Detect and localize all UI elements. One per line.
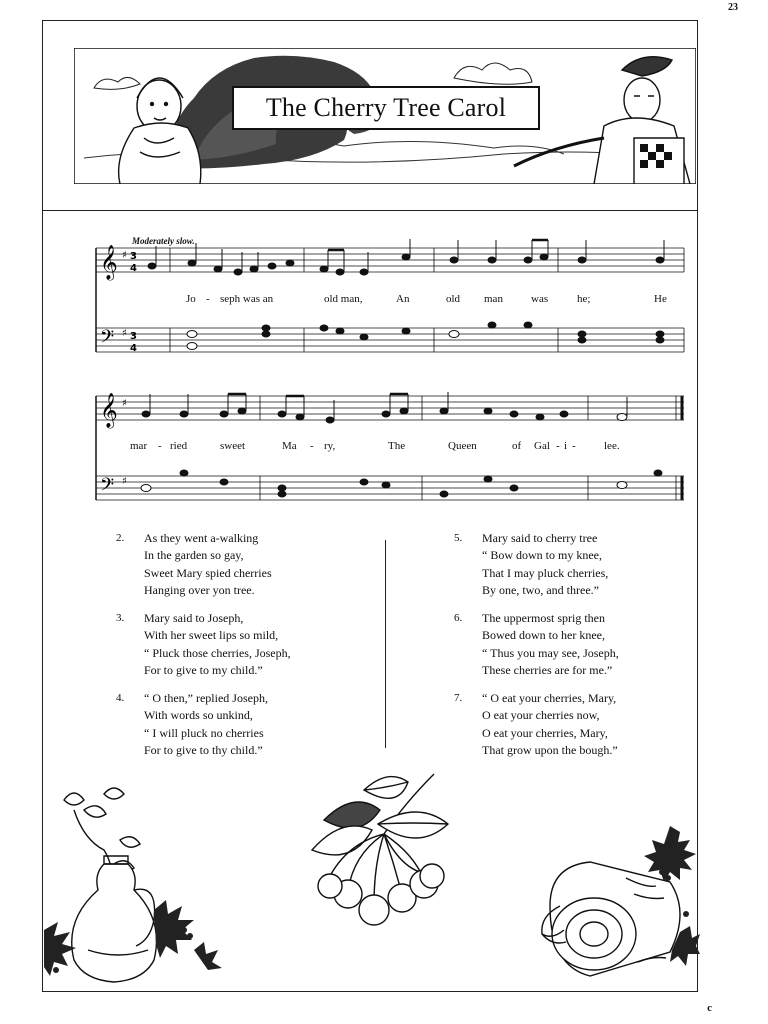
lyric-syllable: He — [654, 293, 667, 305]
verse-line: With her sweet lips so mild, — [144, 628, 279, 643]
verse-line: O eat your cherries, Mary, — [482, 725, 608, 740]
verse-line: Mary said to cherry tree — [482, 531, 598, 545]
svg-text:4: 4 — [130, 263, 137, 274]
verse-line: In the garden so gay, — [144, 548, 244, 563]
yule-log-holly-illustration — [530, 822, 700, 984]
svg-text:♯: ♯ — [122, 250, 127, 261]
lyric-syllable: ry, — [324, 440, 336, 452]
svg-text:4: 4 — [130, 343, 137, 354]
svg-text:3: 3 — [130, 331, 137, 342]
verse-line: By one, two, and three.” — [482, 583, 599, 598]
svg-text:♯: ♯ — [122, 398, 127, 409]
lyric-syllable: - — [556, 440, 560, 452]
verse-number: 6. — [454, 612, 463, 624]
page-title: The Cherry Tree Carol — [265, 93, 507, 122]
verse-line: That I may pluck cherries, — [482, 565, 609, 580]
verse-line: “ Pluck those cherries, Joseph, — [144, 645, 291, 660]
page-number: 23 — [728, 2, 738, 13]
svg-text:3: 3 — [130, 251, 137, 262]
title-box — [232, 86, 540, 130]
verse-line: “ I will pluck no cherries — [144, 725, 264, 740]
lyric-syllable: sweet — [220, 440, 246, 452]
lyric-syllable: he; — [577, 293, 591, 305]
verse-line: With words so unkind, — [144, 708, 253, 723]
verse-line: Mary said to Joseph, — [144, 611, 244, 625]
lyric-syllable: lee. — [604, 440, 620, 452]
verse-line: These cherries are for me.” — [482, 663, 613, 678]
lyrics-line-2 — [88, 440, 686, 456]
lyric-syllable: of — [512, 440, 522, 452]
lyric-syllable: old — [446, 293, 461, 305]
verse-number: 4. — [116, 692, 125, 704]
verse-number: 3. — [116, 612, 125, 624]
lyric-syllable: Jo — [186, 293, 196, 305]
lyric-syllable: mar — [130, 440, 148, 452]
lyric-syllable: i — [564, 440, 568, 452]
lyric-syllable: man — [484, 293, 503, 305]
verse-line: For to give to my child.” — [144, 663, 263, 678]
lyric-syllable: The — [388, 440, 406, 452]
music-system-2 — [88, 384, 686, 514]
signature-mark: c — [707, 1002, 712, 1014]
verse-line: For to give to thy child.” — [144, 743, 263, 758]
column-divider — [385, 540, 386, 748]
verse-line: As they went a-walking — [144, 531, 259, 545]
lyric-syllable: - — [310, 440, 314, 452]
cherries-illustration — [308, 770, 468, 940]
header-divider — [42, 210, 698, 211]
lyric-syllable: ried — [170, 440, 188, 452]
jug-holly-illustration — [44, 780, 224, 988]
treble-clef: 𝄞 — [100, 245, 118, 280]
svg-text:𝄞: 𝄞 — [100, 393, 118, 428]
verse-line: Bowed down to her knee, — [482, 628, 605, 643]
header-banner — [74, 48, 696, 184]
verse-line: Sweet Mary spied cherries — [144, 565, 272, 580]
svg-text:♯: ♯ — [122, 328, 127, 339]
svg-text:♯: ♯ — [122, 476, 127, 487]
tempo-marking: Moderately slow. — [132, 236, 195, 246]
music-system-1 — [88, 236, 686, 366]
verse-line: The uppermost sprig then — [482, 611, 605, 625]
lyric-syllable: An — [396, 293, 410, 305]
lyric-syllable: - — [206, 293, 210, 305]
verse-line: “ Bow down to my knee, — [482, 548, 602, 563]
lyric-syllable: Queen — [448, 440, 477, 452]
verse-line: “ O eat your cherries, Mary, — [482, 691, 617, 705]
lyric-syllable: was — [531, 293, 549, 305]
verse-line: O eat your cherries now, — [482, 708, 600, 723]
verse-number: 2. — [116, 532, 125, 544]
bass-clef: 𝄢 — [100, 327, 115, 352]
verse-number: 7. — [454, 692, 463, 704]
lyric-syllable: Gal — [534, 440, 550, 452]
lyric-syllable: old man, — [324, 293, 363, 305]
verse-line: “ Thus you may see, Joseph, — [482, 645, 619, 660]
lyric-syllable: seph was an — [220, 293, 274, 305]
svg-text:𝄢: 𝄢 — [100, 475, 115, 500]
lyric-syllable: - — [572, 440, 576, 452]
lyric-syllable: Ma — [282, 440, 297, 452]
verse-line: Hanging over yon tree. — [144, 583, 255, 598]
verse-line: That grow upon the bough.” — [482, 743, 618, 758]
lyric-syllable: - — [158, 440, 162, 452]
verse-line: “ O then,” replied Joseph, — [144, 691, 268, 705]
verse-number: 5. — [454, 532, 463, 544]
lyrics-line-1 — [88, 293, 686, 309]
